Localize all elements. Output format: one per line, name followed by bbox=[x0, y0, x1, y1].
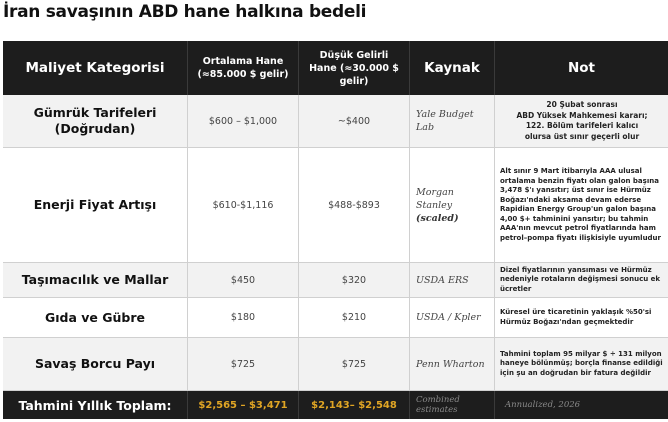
row-debt-category: Savaş Borcu Payı bbox=[3, 338, 188, 391]
source-text: Morgan Stanley bbox=[416, 186, 454, 211]
row-transport-average: $450 bbox=[188, 263, 299, 298]
row-tariffs-source bbox=[410, 95, 495, 148]
row-transport-source: USDA ERS bbox=[410, 263, 495, 298]
row-tariffs-low-income: ~$400 bbox=[299, 95, 410, 148]
row-transport-category: Taşımacılık ve Mallar bbox=[3, 263, 188, 298]
row-debt-low-income: $725 bbox=[299, 338, 410, 391]
row-food-average: $180 bbox=[188, 298, 299, 338]
header-category: Maliyet Kategorisi bbox=[3, 41, 188, 95]
header-note: Not bbox=[495, 41, 668, 95]
total-source: Combined estimates bbox=[410, 391, 495, 419]
row-energy-source bbox=[410, 148, 495, 263]
row-food-source: USDA / Kpler bbox=[410, 298, 495, 338]
total-average: $2,565 – $3,471 bbox=[188, 391, 299, 419]
row-food-category: Gıda ve Gübre bbox=[3, 298, 188, 338]
total-note: Annualized, 2026 bbox=[495, 391, 668, 419]
row-energy-category: Enerji Fiyat Artışı bbox=[3, 148, 188, 263]
header-average: Ortalama Hane (≈85.000 $ gelir) bbox=[188, 41, 299, 95]
total-label: Tahmini Yıllık Toplam: bbox=[3, 391, 188, 419]
cost-table bbox=[3, 41, 668, 419]
header-low-income: Düşük Gelirli Hane (≈30.000 $ gelir) bbox=[299, 41, 410, 95]
source-text: Yale Budget Lab bbox=[416, 109, 474, 133]
row-tariffs-category: Gümrük Tarifeleri (Doğrudan) bbox=[3, 95, 188, 148]
row-food-low-income: $210 bbox=[299, 298, 410, 338]
row-energy-low-income: $488-$893 bbox=[299, 148, 410, 263]
row-transport-note: Dizel fiyatlarının yansıması ve Hürmüz nedeniyle rotaların değişmesi sonucu ek ücretler bbox=[495, 263, 668, 298]
row-transport-low-income: $320 bbox=[299, 263, 410, 298]
row-debt-note: Tahmini toplam 95 milyar $ ÷ 131 milyon haneye bölünmüş; borçla finanse edildiği için şu an doğrudan bir fatura değildir bbox=[495, 338, 668, 391]
page-title: İran savaşının ABD hane halkına bedeli bbox=[3, 2, 367, 22]
row-food-note: Küresel üre ticaretinin yaklaşık %50'si Hürmüz Boğazı'ndan geçmektedir bbox=[495, 298, 668, 338]
header-source: Kaynak bbox=[410, 41, 495, 95]
row-tariffs-note: 20 Şubat sonrası ABD Yüksek Mahkemesi kararı; 122. Bölüm tarifeleri kalıcı olursa üst sınır geçerli olur bbox=[495, 95, 668, 148]
row-tariffs-average: $600 – $1,000 bbox=[188, 95, 299, 148]
row-energy-average: $610-$1,116 bbox=[188, 148, 299, 263]
row-energy-note: Alt sınır 9 Mart itibarıyla AAA ulusal ortalama benzin fiyatı olan galon başına 3,478 $'ı yansıtır; üst sınır ise Hürmüz Boğazı'ndaki aksama devam ederse Rapidian Energy Group'un galon başına 4,00 $+ tahminini yansıtır; bu tahmin AAA'nın mevcut petrol fiyatlarında ham petrol–pompa fiyatı ilişkisiyle uyumludur bbox=[495, 148, 668, 263]
total-low-income: $2,143– $2,548 bbox=[299, 391, 410, 419]
source-extra: (scaled) bbox=[416, 212, 459, 224]
row-debt-source: Penn Wharton bbox=[410, 338, 495, 391]
row-debt-average: $725 bbox=[188, 338, 299, 391]
